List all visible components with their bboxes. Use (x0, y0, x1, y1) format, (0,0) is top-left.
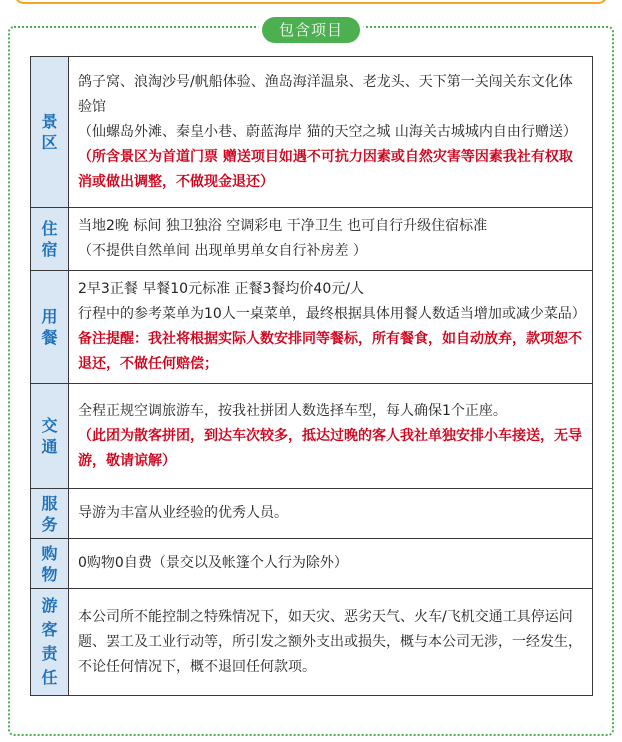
table-row (31, 208, 593, 271)
section-title-badge: 包含项目 (262, 17, 360, 43)
detail-text: 0购物0自费（景交以及帐篷个人行为除外） (78, 555, 348, 571)
detail-text: （仙螺岛外滩、秦皇小巷、蔚蓝海岸 猫的天空之城 山海关古城城内自由行赠送） (78, 123, 577, 140)
detail-text: 2早3正餐 早餐10元标准 正餐3餐均价40元/人 (78, 281, 364, 297)
detail-text: 本公司所不能控制之特殊情况下，如天灾、恶劣天气、火车/飞机交通工具停运问题、罢工及工业行动等，所引发之额外支出或损失，概与本公司无涉，一经发生，不论任何情况下，概不退回任何款项。 (78, 608, 582, 675)
category-content (69, 271, 593, 384)
category-content (69, 489, 593, 539)
detail-text: 当地2晚 标间 独卫独浴 空调彩电 干净卫生 也可自行升级住宿标准 (78, 218, 488, 234)
detail-text: 鸽子窝、浪淘沙号/帆船体验、渔岛海洋温泉、老龙头、天下第一关闯关东文化体验馆 (78, 73, 573, 115)
notice-text: （所含景区为首道门票 赠送项目如遇不可抗力因素或自然灾害等因素我社有权取消或做出调整，不做现金退还） (78, 148, 573, 190)
category-content (69, 539, 593, 589)
category-content (69, 57, 593, 208)
category-label-char: 责 (41, 644, 58, 663)
detail-text: 全程正规空调旅游车，按我社拼团人数选择车型，每人确保1个正座。 (78, 402, 507, 419)
detail-text: 导游为丰富从业经验的优秀人员。 (78, 505, 288, 521)
category-label-char: 用 (41, 307, 58, 326)
table-row (31, 271, 593, 384)
category-label-char: 餐 (41, 328, 58, 347)
category-label-char: 物 (41, 564, 58, 584)
category-label-char: 交 (41, 416, 58, 435)
category-label (31, 271, 69, 384)
category-label (31, 539, 69, 589)
category-label-char: 客 (41, 620, 58, 639)
category-label (31, 589, 69, 696)
notice-text: （此团为散客拼团，到达车次较多，抵达过晚的客人我社单独安排小车接送，无导游，敬请谅解） (78, 427, 582, 469)
category-label (31, 57, 69, 208)
category-label-char: 景 (41, 112, 58, 131)
table-row (31, 384, 593, 489)
detail-text: （不提供自然单间 出现单男单女自行补房差 ） (78, 243, 367, 259)
itinerary-inclusions-table (30, 56, 593, 696)
category-label-char: 购 (41, 543, 58, 563)
category-content (69, 589, 593, 696)
category-label-char: 通 (41, 437, 58, 456)
category-label (31, 208, 69, 271)
table-row (31, 57, 593, 208)
table-row (31, 539, 593, 589)
category-label (31, 384, 69, 489)
category-content (69, 208, 593, 271)
category-label-char: 宿 (41, 240, 58, 259)
table-row (31, 589, 593, 696)
category-label-char: 游 (41, 596, 58, 615)
top-decorative-border (14, 0, 608, 4)
category-label (31, 489, 69, 539)
detail-text: 行程中的参考菜单为10人一桌菜单，最终根据具体用餐人数适当增加或减少菜品） (78, 306, 586, 322)
category-content (69, 384, 593, 489)
category-label-char: 区 (41, 133, 58, 152)
table-row (31, 489, 593, 539)
notice-text: 备注提醒：我社将根据实际人数安排同等餐标，所有餐食，如自动放弃，款项恕不退还，不做任何赔偿； (78, 331, 582, 372)
category-label-char: 任 (41, 668, 58, 687)
category-label-char: 住 (41, 219, 58, 238)
category-label-char: 务 (41, 514, 58, 534)
category-label-char: 服 (41, 493, 58, 513)
table-body (31, 57, 593, 696)
